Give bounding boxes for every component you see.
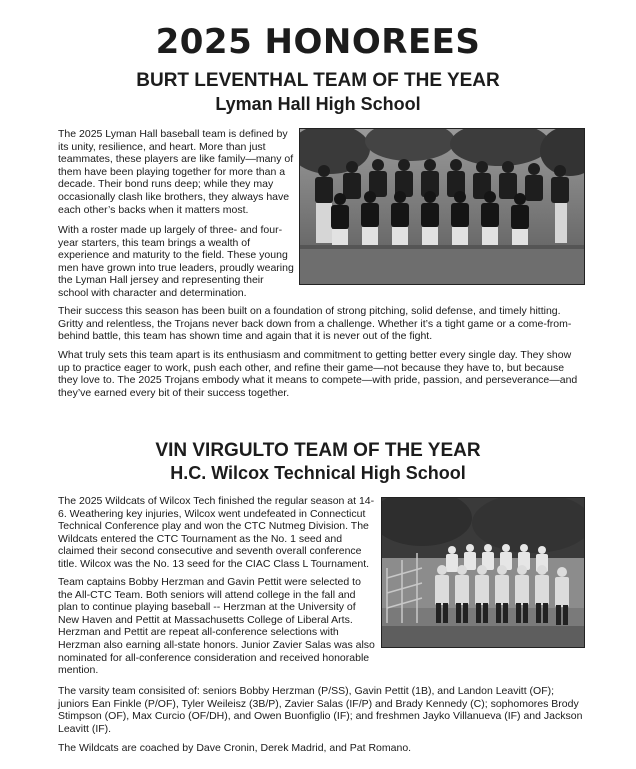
section1-school: Lyman Hall High School — [215, 94, 421, 114]
section1-paragraph-4: What truly sets this team apart is its enthusiasm and commitment to getting better every single day. They show up to practice eager to work, push each other, and refine their game—not because they have to, but because they love to. The 2025 Trojans embody what it means to compete—with pride, passion, and perseverance—and they’ve earned every bit of their success together. — [58, 349, 578, 399]
section2-paragraph-3: The varsity team consisited of: seniors Bobby Herzman (P/SS), Gavin Pettit (1B), and Landon Leavitt (OF); juniors Ean Finkle (P/OF), Tyler Weileisz (3B/P), Zavier Salas (IF/P) and Brady Kennedy (C); sophomores Brody Stimpson (OF), Max Curcio (OF/DH), and Owen Buonfiglio (IF); and freshmen Jayko Villanueva (IF) and Jackson Leavitt (IF). — [58, 685, 583, 735]
lyman-hall-team-photo — [299, 128, 585, 285]
section2-title: VIN VIRGULTO TEAM OF THE YEAR — [155, 440, 481, 461]
section1-paragraph-3: Their success this season has been built on a foundation of strong pitching, solid defense, and timely hitting. Gritty and relentless, the Trojans never back down from a challenge. Whether it’s a tight game or a come-from-behind battle, this team has shown time and again that it is never out of the fight. — [58, 305, 572, 343]
section2-paragraph-1: The 2025 Wildcats of Wilcox Tech finished the regular season at 14-6. Weathering key injuries, Wilcox went undefeated in Connecticut Technical Conference play and won the CTC Nutmeg Division. The Wildcats entered the CTC Tournament as the No. 1 seed and claimed their second consecutive and seventh overall conference title. Wilcox was the No. 13 seed for the CIAC Class L Tournament. — [58, 495, 375, 570]
section2-paragraph-4: The Wildcats are coached by Dave Cronin, Derek Madrid, and Pat Romano. — [58, 742, 412, 754]
page-title: 2025 HONOREES — [155, 22, 481, 62]
section1-paragraph-1: The 2025 Lyman Hall baseball team is defined by its unity, resilience, and heart. More than just teammates, these players are like family—many of them have been playing together for more than a decade. Their bond runs deep; while they may occasionally clash like brothers, they always have each other’s backs when it matters most. — [58, 128, 294, 216]
section1-title: BURT LEVENTHAL TEAM OF THE YEAR — [136, 70, 500, 91]
section2-school: H.C. Wilcox Technical High School — [170, 463, 466, 483]
wilcox-team-photo — [381, 497, 585, 648]
section2-paragraph-2: Team captains Bobby Herzman and Gavin Pettit were selected to the All-CTC Team. Both seniors will attend college in the fall and plan to continue playing baseball -- Herzman at the University of New Haven and Pettit at Massachusetts College of Liberal Arts. Herzman and Pettit are repeat all-conference selections with Herzman also earning all-state honors. Junior Zavier Salas was also nominated for all-conference consideration and received honorable mention. — [58, 576, 375, 677]
section1-paragraph-2: With a roster made up largely of three- and four-year starters, this team brings a wealth of experience and maturity to the field. These young men have grown into true leaders, proudly wearing the Lyman Hall jersey and representing their school with character and determination. — [58, 224, 294, 299]
